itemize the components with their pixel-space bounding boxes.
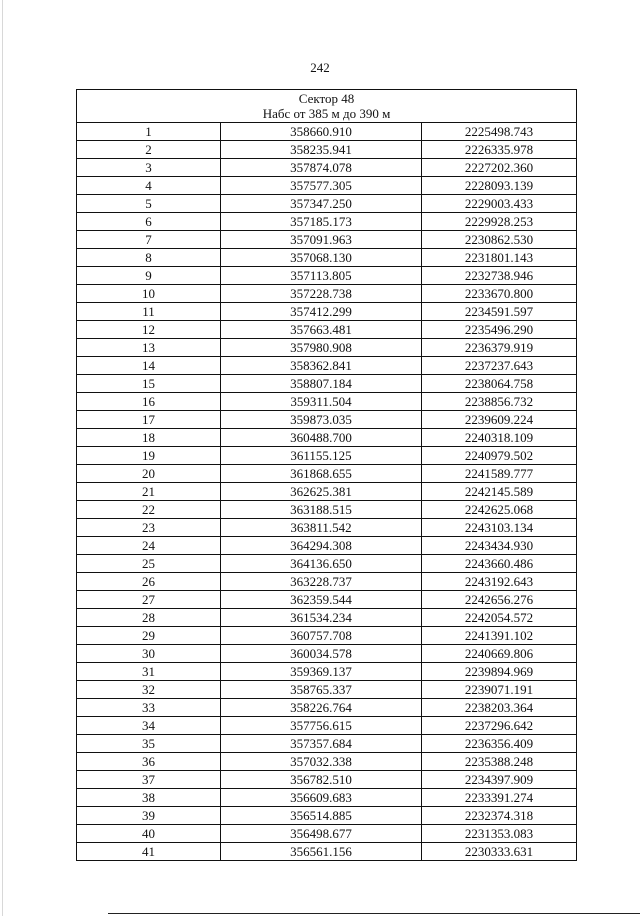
y-coordinate-cell: 2230862.530 (422, 231, 577, 249)
point-number-cell: 36 (77, 753, 221, 771)
point-number-cell: 29 (77, 627, 221, 645)
x-coordinate-cell: 362359.544 (221, 591, 422, 609)
table-row (77, 501, 577, 519)
y-coordinate-cell: 2232738.946 (422, 267, 577, 285)
point-number-cell: 14 (77, 357, 221, 375)
y-coordinate-cell: 2239071.191 (422, 681, 577, 699)
y-coordinate-cell: 2242145.589 (422, 483, 577, 501)
y-coordinate-cell: 2240318.109 (422, 429, 577, 447)
y-coordinate-cell: 2243103.134 (422, 519, 577, 537)
table-row (77, 717, 577, 735)
table-title: Сектор 48 (298, 91, 355, 106)
point-number-cell: 39 (77, 807, 221, 825)
x-coordinate-cell: 358765.337 (221, 681, 422, 699)
y-coordinate-cell: 2236356.409 (422, 735, 577, 753)
point-number-cell: 2 (77, 141, 221, 159)
point-number-cell: 15 (77, 375, 221, 393)
table-row (77, 735, 577, 753)
y-coordinate-cell: 2241391.102 (422, 627, 577, 645)
bottom-rule (108, 913, 640, 914)
table-row (77, 645, 577, 663)
y-coordinate-cell: 2243434.930 (422, 537, 577, 555)
table-row (77, 447, 577, 465)
point-number-cell: 9 (77, 267, 221, 285)
point-number-cell: 33 (77, 699, 221, 717)
point-number-cell: 1 (77, 123, 221, 141)
table-row (77, 159, 577, 177)
point-number-cell: 18 (77, 429, 221, 447)
scan-edge-line (2, 0, 3, 916)
x-coordinate-cell: 357412.299 (221, 303, 422, 321)
x-coordinate-cell: 357663.481 (221, 321, 422, 339)
point-number-cell: 13 (77, 339, 221, 357)
y-coordinate-cell: 2243192.643 (422, 573, 577, 591)
x-coordinate-cell: 364294.308 (221, 537, 422, 555)
y-coordinate-cell: 2237296.642 (422, 717, 577, 735)
y-coordinate-cell: 2240979.502 (422, 447, 577, 465)
point-number-cell: 16 (77, 393, 221, 411)
y-coordinate-cell: 2241589.777 (422, 465, 577, 483)
table-row (77, 591, 577, 609)
y-coordinate-cell: 2242656.276 (422, 591, 577, 609)
table-row (77, 771, 577, 789)
y-coordinate-cell: 2235496.290 (422, 321, 577, 339)
x-coordinate-cell: 359369.137 (221, 663, 422, 681)
x-coordinate-cell: 363228.737 (221, 573, 422, 591)
table-row (77, 555, 577, 573)
point-number-cell: 32 (77, 681, 221, 699)
x-coordinate-cell: 360034.578 (221, 645, 422, 663)
table-row (77, 393, 577, 411)
point-number-cell: 23 (77, 519, 221, 537)
y-coordinate-cell: 2239609.224 (422, 411, 577, 429)
y-coordinate-cell: 2239894.969 (422, 663, 577, 681)
x-coordinate-cell: 357091.963 (221, 231, 422, 249)
table-row (77, 267, 577, 285)
x-coordinate-cell: 356561.156 (221, 843, 422, 861)
point-number-cell: 30 (77, 645, 221, 663)
table-row (77, 699, 577, 717)
table-row (77, 195, 577, 213)
point-number-cell: 12 (77, 321, 221, 339)
table-row (77, 627, 577, 645)
table-row (77, 339, 577, 357)
x-coordinate-cell: 357756.615 (221, 717, 422, 735)
x-coordinate-cell: 359873.035 (221, 411, 422, 429)
x-coordinate-cell: 357874.078 (221, 159, 422, 177)
table-row (77, 321, 577, 339)
y-coordinate-cell: 2232374.318 (422, 807, 577, 825)
point-number-cell: 4 (77, 177, 221, 195)
table-row (77, 303, 577, 321)
y-coordinate-cell: 2242054.572 (422, 609, 577, 627)
y-coordinate-cell: 2225498.743 (422, 123, 577, 141)
x-coordinate-cell: 357347.250 (221, 195, 422, 213)
table-row (77, 231, 577, 249)
table-row (77, 411, 577, 429)
point-number-cell: 24 (77, 537, 221, 555)
x-coordinate-cell: 357032.338 (221, 753, 422, 771)
table-row (77, 429, 577, 447)
x-coordinate-cell: 357113.805 (221, 267, 422, 285)
point-number-cell: 35 (77, 735, 221, 753)
point-number-cell: 26 (77, 573, 221, 591)
x-coordinate-cell: 358226.764 (221, 699, 422, 717)
x-coordinate-cell: 357980.908 (221, 339, 422, 357)
point-number-cell: 17 (77, 411, 221, 429)
y-coordinate-cell: 2234591.597 (422, 303, 577, 321)
x-coordinate-cell: 357185.173 (221, 213, 422, 231)
x-coordinate-cell: 363811.542 (221, 519, 422, 537)
y-coordinate-cell: 2237237.643 (422, 357, 577, 375)
point-number-cell: 3 (77, 159, 221, 177)
point-number-cell: 34 (77, 717, 221, 735)
coordinates-table (76, 89, 577, 861)
table-row (77, 465, 577, 483)
point-number-cell: 8 (77, 249, 221, 267)
y-coordinate-cell: 2233391.274 (422, 789, 577, 807)
point-number-cell: 11 (77, 303, 221, 321)
point-number-cell: 20 (77, 465, 221, 483)
x-coordinate-cell: 358235.941 (221, 141, 422, 159)
y-coordinate-cell: 2236379.919 (422, 339, 577, 357)
table-row (77, 753, 577, 771)
y-coordinate-cell: 2233670.800 (422, 285, 577, 303)
y-coordinate-cell: 2231353.083 (422, 825, 577, 843)
y-coordinate-cell: 2227202.360 (422, 159, 577, 177)
point-number-cell: 28 (77, 609, 221, 627)
y-coordinate-cell: 2240669.806 (422, 645, 577, 663)
y-coordinate-cell: 2228093.139 (422, 177, 577, 195)
y-coordinate-cell: 2230333.631 (422, 843, 577, 861)
x-coordinate-cell: 357357.684 (221, 735, 422, 753)
x-coordinate-cell: 360488.700 (221, 429, 422, 447)
x-coordinate-cell: 358362.841 (221, 357, 422, 375)
table-row (77, 681, 577, 699)
x-coordinate-cell: 357228.738 (221, 285, 422, 303)
table-row (77, 375, 577, 393)
table-row (77, 789, 577, 807)
table-row (77, 519, 577, 537)
y-coordinate-cell: 2238856.732 (422, 393, 577, 411)
x-coordinate-cell: 356514.885 (221, 807, 422, 825)
table-row (77, 285, 577, 303)
table-caption (77, 90, 577, 123)
point-number-cell: 38 (77, 789, 221, 807)
point-number-cell: 27 (77, 591, 221, 609)
y-coordinate-cell: 2242625.068 (422, 501, 577, 519)
point-number-cell: 31 (77, 663, 221, 681)
table-row (77, 573, 577, 591)
y-coordinate-cell: 2238064.758 (422, 375, 577, 393)
table-row (77, 537, 577, 555)
x-coordinate-cell: 362625.381 (221, 483, 422, 501)
x-coordinate-cell: 360757.708 (221, 627, 422, 645)
x-coordinate-cell: 356782.510 (221, 771, 422, 789)
table-subtitle: Набс от 385 м до 390 м (262, 106, 391, 121)
table-row (77, 843, 577, 861)
point-number-cell: 19 (77, 447, 221, 465)
x-coordinate-cell: 358660.910 (221, 123, 422, 141)
x-coordinate-cell: 357068.130 (221, 249, 422, 267)
table-row (77, 663, 577, 681)
table-caption-row (77, 90, 577, 123)
point-number-cell: 6 (77, 213, 221, 231)
x-coordinate-cell: 363188.515 (221, 501, 422, 519)
y-coordinate-cell: 2231801.143 (422, 249, 577, 267)
page-number: 242 (310, 60, 330, 75)
x-coordinate-cell: 361155.125 (221, 447, 422, 465)
x-coordinate-cell: 361534.234 (221, 609, 422, 627)
table-row (77, 357, 577, 375)
point-number-cell: 41 (77, 843, 221, 861)
x-coordinate-cell: 359311.504 (221, 393, 422, 411)
table-row (77, 123, 577, 141)
table-row (77, 249, 577, 267)
x-coordinate-cell: 356498.677 (221, 825, 422, 843)
x-coordinate-cell: 364136.650 (221, 555, 422, 573)
x-coordinate-cell: 356609.683 (221, 789, 422, 807)
y-coordinate-cell: 2243660.486 (422, 555, 577, 573)
y-coordinate-cell: 2238203.364 (422, 699, 577, 717)
table-row (77, 177, 577, 195)
table-row (77, 609, 577, 627)
y-coordinate-cell: 2229003.433 (422, 195, 577, 213)
table-row (77, 483, 577, 501)
x-coordinate-cell: 358807.184 (221, 375, 422, 393)
table-row (77, 141, 577, 159)
x-coordinate-cell: 361868.655 (221, 465, 422, 483)
point-number-cell: 10 (77, 285, 221, 303)
x-coordinate-cell: 357577.305 (221, 177, 422, 195)
table-row (77, 825, 577, 843)
y-coordinate-cell: 2235388.248 (422, 753, 577, 771)
y-coordinate-cell: 2234397.909 (422, 771, 577, 789)
point-number-cell: 7 (77, 231, 221, 249)
point-number-cell: 25 (77, 555, 221, 573)
y-coordinate-cell: 2229928.253 (422, 213, 577, 231)
point-number-cell: 37 (77, 771, 221, 789)
table-row (77, 213, 577, 231)
point-number-cell: 40 (77, 825, 221, 843)
table-row (77, 807, 577, 825)
point-number-cell: 5 (77, 195, 221, 213)
point-number-cell: 22 (77, 501, 221, 519)
point-number-cell: 21 (77, 483, 221, 501)
y-coordinate-cell: 2226335.978 (422, 141, 577, 159)
